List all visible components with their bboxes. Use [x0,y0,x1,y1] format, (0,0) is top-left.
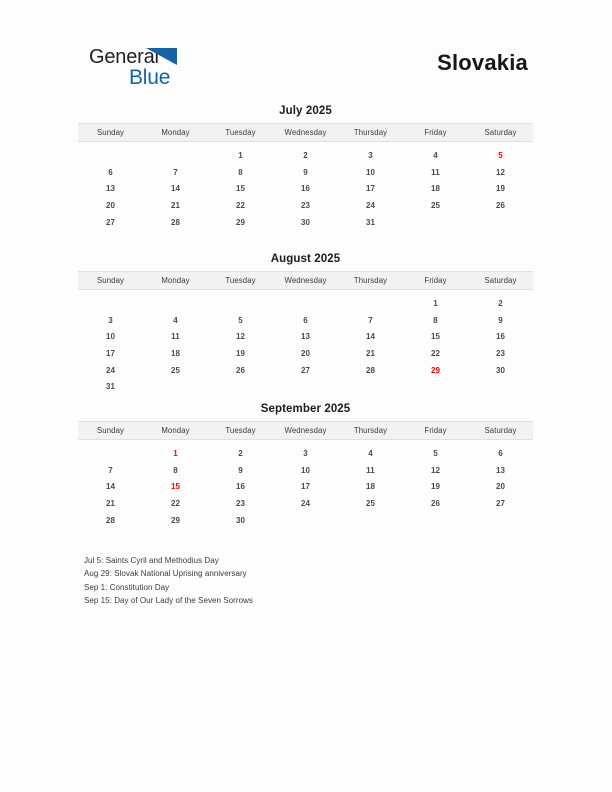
empty-day-cell [143,142,208,165]
calendar-week-row [78,378,533,395]
day-cell[interactable]: 2 [498,298,503,308]
calendar-week-row [78,495,533,512]
day-cell[interactable]: 25 [430,200,441,210]
day-cell[interactable]: 29 [235,217,246,227]
day-cell[interactable]: 1 [238,150,243,160]
calendar-week-row [78,312,533,329]
day-cell[interactable]: 9 [498,315,503,325]
day-cell[interactable]: 11 [366,465,375,475]
day-cell[interactable]: 18 [365,482,376,492]
day-cell[interactable]: 27 [300,365,311,375]
day-cell[interactable]: 25 [365,498,376,508]
holiday-note: Sep 15: Day of Our Lady of the Seven Sorrows [84,596,253,606]
holiday-note: Sep 1: Constitution Day [84,582,170,592]
empty-day-cell [273,290,338,313]
day-cell[interactable]: 15 [430,332,441,342]
empty-day-cell [143,290,208,313]
empty-day-cell [338,378,403,395]
day-cell[interactable]: 12 [235,332,246,342]
calendar-week-row [78,440,533,463]
day-cell[interactable]: 14 [170,184,181,194]
weekday-header-friday: Friday [403,272,468,290]
month-title: September 2025 [260,403,351,415]
weekday-header-wednesday: Wednesday [273,272,338,290]
calendar-week-row [78,329,533,346]
day-cell[interactable]: 17 [365,184,376,194]
holiday-day-cell[interactable]: 29 [430,365,441,375]
logo-text-blue: Blue [129,66,171,89]
day-cell[interactable]: 28 [365,365,376,375]
day-cell[interactable]: 16 [300,184,311,194]
weekday-header-wednesday: Wednesday [273,422,338,440]
day-cell[interactable]: 21 [365,348,376,358]
day-cell[interactable]: 4 [173,315,178,325]
day-cell[interactable]: 30 [300,217,311,227]
empty-day-cell [338,512,403,529]
day-cell[interactable]: 24 [300,498,311,508]
day-cell[interactable]: 7 [368,315,373,325]
empty-day-cell [403,214,468,231]
calendar-header-row [78,422,533,440]
day-cell[interactable]: 13 [105,184,116,194]
day-cell[interactable]: 30 [235,515,246,525]
month-title: August 2025 [270,253,341,265]
day-cell[interactable]: 9 [238,465,243,475]
day-cell[interactable]: 24 [105,365,116,375]
holiday-day-cell[interactable]: 15 [170,482,181,492]
day-cell[interactable]: 26 [430,498,441,508]
day-cell[interactable]: 21 [170,200,181,210]
day-cell[interactable]: 12 [430,465,441,475]
day-cell[interactable]: 15 [235,184,246,194]
weekday-header-tuesday: Tuesday [208,124,273,142]
day-cell[interactable]: 6 [108,167,113,177]
day-cell[interactable]: 14 [365,332,376,342]
calendar-week-row [78,142,533,165]
empty-day-cell [468,378,533,395]
weekday-header-sunday: Sunday [78,272,143,290]
day-cell[interactable]: 8 [173,465,178,475]
day-cell[interactable]: 17 [105,348,116,358]
calendar-week-row [78,479,533,496]
weekday-header-thursday: Thursday [338,422,403,440]
day-cell[interactable]: 29 [170,515,181,525]
empty-day-cell [78,290,143,313]
day-cell[interactable]: 25 [170,365,181,375]
day-cell[interactable]: 10 [365,167,376,177]
day-cell[interactable]: 17 [300,482,311,492]
day-cell[interactable]: 2 [238,448,243,458]
calendar-table [78,123,533,230]
day-cell[interactable]: 18 [430,184,441,194]
weekday-header-row [78,124,533,142]
day-cell[interactable]: 16 [495,332,506,342]
day-cell[interactable]: 6 [303,315,308,325]
day-cell[interactable]: 1 [433,298,438,308]
day-cell[interactable]: 20 [495,482,506,492]
weekday-header-saturday: Saturday [468,422,533,440]
logo-triangle-icon [146,48,177,65]
weekday-header-monday: Monday [143,272,208,290]
calendar-week-row [78,345,533,362]
calendar-week-row [78,462,533,479]
weekday-header-monday: Monday [143,124,208,142]
weekday-header-friday: Friday [403,422,468,440]
weekday-header-saturday: Saturday [468,124,533,142]
empty-day-cell [273,378,338,395]
logo-text-general: General [89,46,159,68]
day-cell[interactable]: 21 [105,498,116,508]
day-cell[interactable]: 23 [495,348,506,358]
day-cell[interactable]: 3 [108,315,113,325]
empty-day-cell [143,378,208,395]
day-cell[interactable]: 27 [495,498,506,508]
day-cell[interactable]: 11 [431,167,440,177]
general-blue-logo [89,46,289,92]
month-title: July 2025 [279,105,332,117]
day-cell[interactable]: 18 [170,348,181,358]
page-header [0,0,612,96]
day-cell[interactable]: 5 [433,448,438,458]
weekday-header-tuesday: Tuesday [208,272,273,290]
calendar-week-row [78,512,533,529]
day-cell[interactable]: 8 [433,315,438,325]
empty-day-cell [78,142,143,165]
day-cell[interactable]: 7 [173,167,178,177]
calendar-week-row [78,290,533,313]
day-cell[interactable]: 3 [303,448,308,458]
day-cell[interactable]: 30 [495,365,506,375]
day-cell[interactable]: 31 [365,217,376,227]
day-cell[interactable]: 13 [300,332,311,342]
weekday-header-friday: Friday [403,124,468,142]
empty-day-cell [468,214,533,231]
weekday-header-row [78,422,533,440]
day-cell[interactable]: 20 [105,200,116,210]
calendar-body [78,440,533,529]
empty-day-cell [468,512,533,529]
day-cell[interactable]: 23 [235,498,246,508]
holiday-day-cell[interactable]: 5 [498,150,503,160]
holiday-notes-list [84,554,514,608]
weekday-header-sunday: Sunday [78,422,143,440]
day-cell[interactable]: 24 [365,200,376,210]
day-cell[interactable]: 9 [303,167,308,177]
holiday-note: Aug 29: Slovak National Uprising anniversary [84,569,247,579]
calendar-table [78,421,533,528]
calendar-week-row [78,197,533,214]
day-cell[interactable]: 19 [495,184,506,194]
weekday-header-saturday: Saturday [468,272,533,290]
empty-day-cell [338,290,403,313]
empty-day-cell [78,440,143,463]
day-cell[interactable]: 3 [368,150,373,160]
month-block-august [78,252,533,395]
empty-day-cell [403,512,468,529]
weekday-header-sunday: Sunday [78,124,143,142]
day-cell[interactable]: 22 [430,348,441,358]
calendar-body [78,142,533,231]
empty-day-cell [273,512,338,529]
empty-day-cell [208,378,273,395]
day-cell[interactable]: 5 [238,315,243,325]
day-cell[interactable]: 23 [300,200,311,210]
weekday-header-thursday: Thursday [338,272,403,290]
empty-day-cell [208,290,273,313]
day-cell[interactable]: 31 [105,382,116,392]
day-cell[interactable]: 7 [108,465,113,475]
day-cell[interactable]: 28 [105,515,116,525]
month-block-july [78,104,533,230]
weekday-header-tuesday: Tuesday [208,422,273,440]
day-cell[interactable]: 4 [433,150,438,160]
calendar-header-row [78,272,533,290]
day-cell[interactable]: 10 [105,332,116,342]
calendar-table [78,271,533,395]
day-cell[interactable]: 12 [495,167,506,177]
holiday-day-cell[interactable]: 1 [173,448,178,458]
weekday-header-monday: Monday [143,422,208,440]
calendar-header-row [78,124,533,142]
calendar-week-row [78,164,533,181]
day-cell[interactable]: 19 [430,482,441,492]
calendar-week-row [78,181,533,198]
day-cell[interactable]: 6 [498,448,503,458]
day-cell[interactable]: 11 [171,332,180,342]
calendar-week-row [78,362,533,379]
holiday-note: Jul 5: Saints Cyril and Methodius Day [84,556,219,565]
calendar-body [78,290,533,395]
month-block-september [78,402,533,528]
day-cell[interactable]: 2 [303,150,308,160]
weekday-header-row [78,272,533,290]
day-cell[interactable]: 4 [368,448,373,458]
weekday-header-thursday: Thursday [338,124,403,142]
weekday-header-wednesday: Wednesday [273,124,338,142]
day-cell[interactable]: 22 [235,200,246,210]
day-cell[interactable]: 28 [170,217,181,227]
day-cell[interactable]: 16 [235,482,246,492]
calendar-week-row [78,214,533,231]
day-cell[interactable]: 26 [235,365,246,375]
day-cell[interactable]: 26 [495,200,506,210]
day-cell[interactable]: 20 [300,348,311,358]
day-cell[interactable]: 13 [495,465,506,475]
day-cell[interactable]: 22 [170,498,181,508]
day-cell[interactable]: 10 [300,465,311,475]
day-cell[interactable]: 27 [105,217,116,227]
day-cell[interactable]: 19 [235,348,246,358]
page-title-country: Slovakia [437,50,528,75]
empty-day-cell [403,378,468,395]
day-cell[interactable]: 8 [238,167,243,177]
day-cell[interactable]: 14 [105,482,116,492]
